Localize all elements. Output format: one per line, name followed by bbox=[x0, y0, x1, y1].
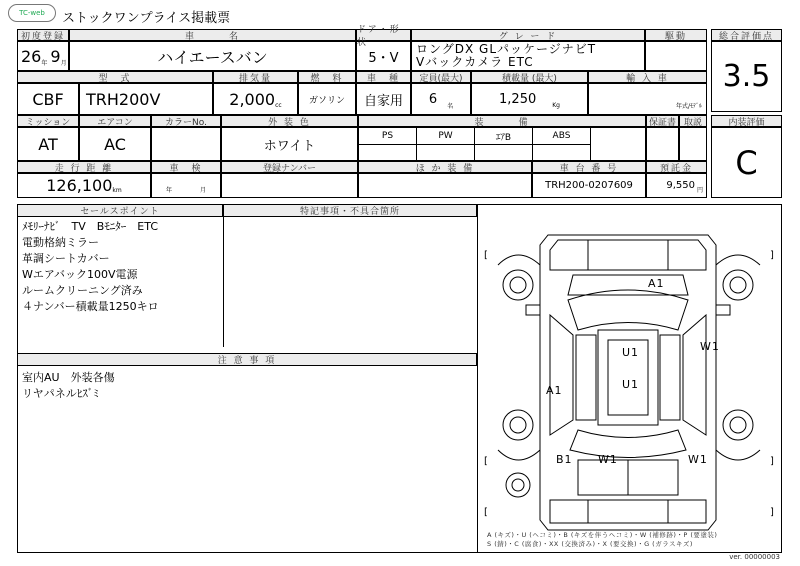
sales-point-item: 電動格納ミラー bbox=[22, 236, 99, 249]
first-reg-value bbox=[17, 41, 69, 71]
aircon-header: エアコン bbox=[79, 115, 151, 127]
damage-mark: A1 bbox=[648, 277, 665, 290]
vehicle-type-value: 自家用 bbox=[356, 83, 411, 115]
left-mirror bbox=[526, 305, 540, 315]
capacity-unit: 名 bbox=[447, 102, 454, 110]
caution-list bbox=[18, 370, 458, 402]
damage-mark: W1 bbox=[688, 453, 708, 466]
mileage-number: 126,100 bbox=[46, 176, 113, 195]
car-front-section bbox=[550, 240, 706, 270]
version-label: ver. 00000003 bbox=[729, 553, 780, 561]
damage-mark: W1 bbox=[598, 453, 618, 466]
first-reg-header: 初度登録 bbox=[17, 29, 69, 41]
inspection-year-unit: 年 bbox=[165, 187, 172, 194]
car-rear-bumper bbox=[550, 500, 706, 523]
grade-line-1: ロングDX GLパッケージナビT bbox=[416, 42, 597, 56]
warranty-value bbox=[646, 127, 679, 161]
damage-mark: B1 bbox=[556, 453, 573, 466]
grade-header: グ レ ー ド bbox=[411, 29, 645, 41]
wheel-rear-left bbox=[503, 410, 533, 440]
sales-points-list bbox=[18, 219, 222, 315]
displacement-header: 排気量 bbox=[213, 71, 298, 83]
manual-header: 取説 bbox=[679, 115, 707, 127]
drive-value bbox=[645, 41, 707, 71]
manual-value bbox=[679, 127, 707, 161]
model-value: TRH200V bbox=[79, 83, 213, 115]
displacement-unit: cc bbox=[275, 101, 282, 109]
equipment-item: PW bbox=[417, 128, 475, 145]
bracket-mark: ] bbox=[770, 507, 774, 518]
chassis-no-value: TRH200-0207609 bbox=[532, 173, 646, 198]
overall-score: 3.5 bbox=[711, 41, 782, 112]
remarks-header: 特記事項・不具合箇所 bbox=[223, 204, 477, 217]
bracket-mark: ] bbox=[770, 456, 774, 467]
other-equip-header: ほ か 装 備 bbox=[358, 161, 532, 173]
interior-score: C bbox=[711, 127, 782, 198]
damage-mark: U1 bbox=[622, 378, 640, 391]
inspection-header: 車 検 bbox=[151, 161, 221, 173]
model-header: 型 式 bbox=[17, 71, 213, 83]
displacement-value bbox=[213, 83, 298, 115]
logo: TC-web bbox=[8, 4, 56, 22]
damage-mark: A1 bbox=[546, 384, 563, 397]
sales-points-header: セールスポイント bbox=[17, 204, 223, 217]
load-value bbox=[471, 83, 588, 115]
warranty-header: 保証書 bbox=[646, 115, 679, 127]
sales-point-item: ４ナンバー積載量1250キロ bbox=[22, 300, 159, 313]
aircon-value: AC bbox=[79, 127, 151, 161]
bracket-mark: [ bbox=[484, 250, 488, 261]
deposit-number: 9,550 bbox=[666, 180, 695, 191]
equipment-grid bbox=[358, 127, 646, 161]
sales-point-item: 革調シートカバー bbox=[22, 252, 110, 265]
mileage-unit: km bbox=[112, 187, 122, 194]
equipment-item: ABS bbox=[533, 128, 591, 145]
vehicle-type-header: 車 種 bbox=[356, 71, 411, 83]
load-number: 1,250 bbox=[499, 91, 537, 107]
other-equip-value bbox=[358, 173, 532, 198]
wheel-spare-left bbox=[506, 473, 530, 497]
mission-value: AT bbox=[17, 127, 79, 161]
reg-year-unit: 年 bbox=[41, 59, 48, 67]
bracket-mark: ] bbox=[770, 250, 774, 261]
reg-year: 26 bbox=[21, 46, 42, 66]
door-shape-value: 5・V bbox=[356, 41, 411, 71]
sales-point-item: Wエアバック100V電源 bbox=[22, 268, 138, 281]
equipment-item: ｴｱB bbox=[475, 128, 533, 145]
interior-eval-header: 内装評価 bbox=[711, 115, 782, 127]
car-rear-window bbox=[570, 430, 686, 458]
car-name-header: 車 名 bbox=[69, 29, 356, 41]
color-no-header: カラーNo. bbox=[151, 115, 221, 127]
grade-line-2: Vバックカメラ ETC bbox=[416, 55, 534, 69]
wheel-front-right bbox=[723, 270, 753, 300]
import-value bbox=[588, 83, 707, 115]
car-right-side bbox=[683, 315, 706, 435]
deposit-unit: 円 bbox=[696, 187, 703, 194]
equipment-header: 装 備 bbox=[358, 115, 646, 127]
deposit-header: 預託金 bbox=[646, 161, 707, 173]
bracket-mark: [ bbox=[484, 456, 488, 467]
bracket-mark: [ bbox=[484, 507, 488, 518]
document-title: ストックワンプライス掲載票 bbox=[62, 11, 231, 26]
damage-mark: W1 bbox=[700, 340, 720, 353]
sales-point-item: ルームクリーニング済み bbox=[22, 284, 143, 297]
car-name-value: ハイエースバン bbox=[69, 41, 356, 71]
mileage-value bbox=[17, 173, 151, 198]
fuel-header: 燃 料 bbox=[298, 71, 356, 83]
mileage-header: 走 行 距 離 bbox=[17, 161, 151, 173]
wheel-rear-right bbox=[723, 410, 753, 440]
mission-header: ミッション bbox=[17, 115, 79, 127]
load-unit: Kg bbox=[552, 101, 560, 109]
inspection-value bbox=[151, 173, 221, 198]
overall-eval-header: 総合評価点 bbox=[711, 29, 782, 41]
sales-point-item: ﾒﾓﾘｰﾅﾋﾞ TV Bﾓﾆﾀｰ ETC bbox=[22, 220, 158, 233]
drive-header: 駆動 bbox=[645, 29, 707, 41]
equipment-item: PS bbox=[359, 128, 417, 145]
exterior-color-header: 外 装 色 bbox=[221, 115, 358, 127]
import-header: 輸 入 車 bbox=[588, 71, 707, 83]
damage-legend bbox=[487, 531, 779, 549]
color-no-value bbox=[151, 127, 221, 161]
grade-value bbox=[411, 41, 645, 71]
chassis-no-header: 車 台 番 号 bbox=[532, 161, 646, 173]
car-left-side bbox=[550, 315, 573, 435]
car-windshield bbox=[568, 290, 688, 330]
deposit-value bbox=[646, 173, 707, 198]
wheel-front-left bbox=[503, 270, 533, 300]
displacement-number: 2,000 bbox=[229, 89, 276, 109]
legend-line: A (キズ)・U (ヘコミ)・B (キズを伴うヘコミ)・W (補修跡)・P (要塗装) bbox=[487, 531, 718, 539]
load-header: 積載量 (最大) bbox=[471, 71, 588, 83]
car-hood bbox=[568, 275, 688, 295]
reg-number-value bbox=[221, 173, 358, 198]
caution-header: 注 意 事 項 bbox=[17, 353, 477, 366]
model-prefix: CBF bbox=[17, 83, 79, 115]
caution-item: 室内AU 外装各傷 bbox=[22, 371, 115, 384]
exterior-color-value: ホワイト bbox=[221, 127, 358, 161]
capacity-header: 定員(最大) bbox=[411, 71, 471, 83]
caution-item: リヤパネルﾋｽﾞﾐ bbox=[22, 387, 99, 400]
fuel-value: ガソリン bbox=[298, 83, 356, 115]
legend-line: S (錆)・C (腐食)・XX (交換済み)・X (要交換)・G (ガラスキズ) bbox=[487, 540, 693, 548]
reg-number-header: 登録ナンバー bbox=[221, 161, 358, 173]
reg-month: 9 bbox=[50, 46, 61, 66]
capacity-value bbox=[411, 83, 471, 115]
inspection-month-unit: 月 bbox=[199, 187, 206, 194]
damage-mark: U1 bbox=[622, 346, 640, 359]
reg-month-unit: 月 bbox=[60, 59, 67, 67]
capacity-number: 6 bbox=[428, 91, 438, 107]
right-mirror bbox=[716, 305, 730, 315]
import-year-model: 年式/ﾓﾃﾞﾙ bbox=[675, 103, 702, 110]
door-shape-header: ドア・形状 bbox=[356, 29, 411, 41]
